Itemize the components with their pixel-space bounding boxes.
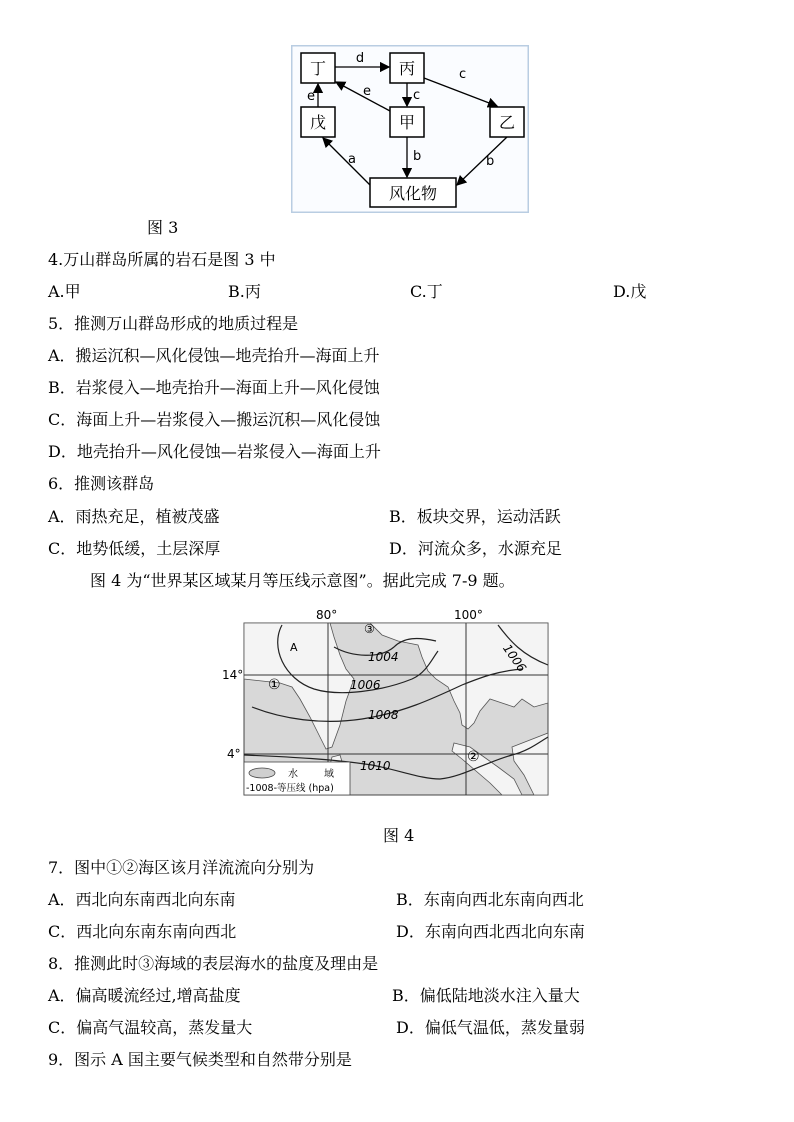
latitude-label-4: 4°: [227, 747, 241, 761]
legend-water-swatch: [249, 768, 275, 778]
q6-option-a: A．雨热充足，植被茂盛: [48, 507, 220, 526]
q8-option-d: D．偏低气温低，蒸发量弱: [396, 1018, 585, 1037]
sea-marker-1: ①: [268, 677, 281, 693]
q9-stem: 9．图示 A 国主要气候类型和自然带分别是: [48, 1050, 352, 1069]
edge-label-b1: b: [413, 149, 422, 164]
sea-marker-2: ②: [467, 749, 480, 765]
rock-cycle-diagram: [291, 45, 529, 213]
legend-water-label-b: 域: [324, 769, 334, 780]
q5-stem: 5．推测万山群岛形成的地质过程是: [48, 314, 299, 333]
q5-option-a: A．搬运沉积—风化侵蚀—地壳抬升—海面上升: [48, 346, 380, 365]
q5-option-d: D．地壳抬升—风化侵蚀—岩浆侵入—海面上升: [48, 442, 381, 461]
isobar-label-1004: 1004: [368, 650, 399, 664]
edge-label-e2: e: [363, 84, 371, 99]
node-jia: 甲: [398, 113, 416, 132]
q4-option-d: D.戊: [613, 282, 647, 301]
node-bing: 丙: [398, 59, 416, 78]
edge-label-c2: c: [459, 67, 467, 82]
q6-option-c: C．地势低缓，土层深厚: [48, 539, 221, 558]
sea-marker-3: ③: [364, 622, 375, 636]
q8-stem: 8．推测此时③海域的表层海水的盐度及理由是: [48, 954, 379, 973]
latitude-label-14: 14°: [222, 668, 244, 682]
q4-option-a: A.甲: [48, 282, 81, 301]
q7-option-a: A．西北向东南西北向东南: [48, 890, 236, 909]
figure-3-caption: 图 3: [147, 218, 179, 237]
q6-option-d: D．河流众多，水源充足: [389, 539, 562, 558]
q4-option-c: C.丁: [410, 282, 443, 301]
node-weathered: 风化物: [388, 184, 438, 203]
q5-option-b: B．岩浆侵入—地壳抬升—海面上升—风化侵蚀: [48, 378, 380, 397]
figure-4-intro: 图 4 为“世界某区域某月等压线示意图”。据此完成 7-9 题。: [90, 571, 515, 590]
node-ding: 丁: [309, 59, 327, 78]
q6-stem: 6．推测该群岛: [48, 474, 155, 493]
q7-option-c: C．西北向东南东南向西北: [48, 922, 237, 941]
isobar-label-1006-west: 1006: [350, 678, 381, 692]
node-wu: 戊: [309, 113, 327, 132]
longitude-label-100: 100°: [454, 608, 483, 622]
longitude-label-80: 80°: [316, 608, 338, 622]
q8-option-b: B．偏低陆地淡水注入量大: [392, 986, 580, 1005]
q6-option-b: B．板块交界，运动活跃: [389, 507, 561, 526]
node-yi: 乙: [498, 113, 516, 132]
edge-label-c1: c: [413, 88, 421, 103]
q7-option-d: D．东南向西北西北向东南: [396, 922, 585, 941]
isobar-label-1006-east: 1006: [500, 641, 530, 675]
legend-isobar-label: -1008-等压线 (hpa): [246, 783, 334, 794]
country-label-a: A: [290, 641, 298, 654]
figure-4-caption: 图 4: [383, 826, 415, 845]
isobar-label-1008: 1008: [368, 708, 399, 722]
q7-stem: 7．图中①②海区该月洋流流向分别为: [48, 858, 315, 877]
q8-option-c: C．偏高气温较高，蒸发量大: [48, 1018, 253, 1037]
edge-label-d: d: [355, 51, 365, 66]
edge-label-e1: e: [307, 89, 315, 104]
q8-option-a: A．偏高暖流经过,增高盐度: [48, 986, 241, 1005]
q5-option-c: C．海面上升—岩浆侵入—搬运沉积—风化侵蚀: [48, 410, 381, 429]
legend-water-label-a: 水: [288, 769, 298, 780]
isobar-map: [222, 607, 556, 803]
edge-label-b2: b: [486, 154, 495, 169]
isobar-label-1010: 1010: [360, 759, 391, 773]
q4-option-b: B.丙: [228, 282, 261, 301]
q7-option-b: B．东南向西北东南向西北: [396, 890, 584, 909]
edge-label-a: a: [348, 152, 356, 167]
q4-stem: 4.万山群岛所属的岩石是图 3 中: [48, 250, 276, 269]
